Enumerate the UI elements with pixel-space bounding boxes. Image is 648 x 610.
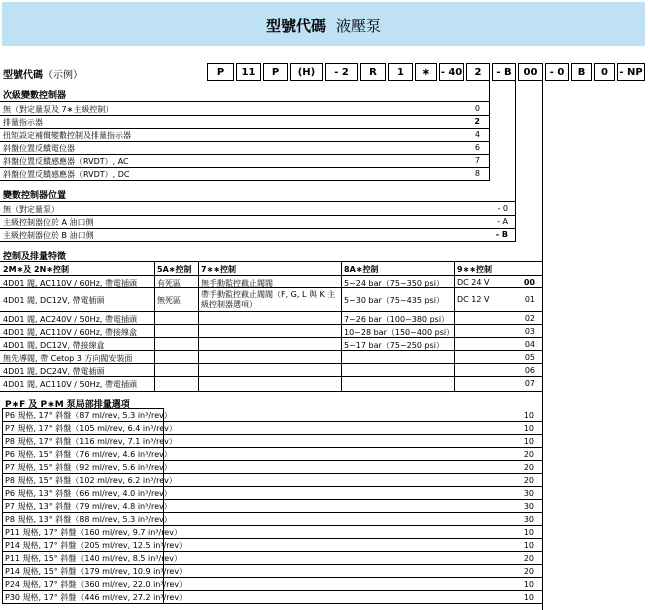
option-label: P8 規格, 15° 斜盤（102 ml/rev, 6.2 in³/rev） xyxy=(5,476,177,485)
option-code: 10 xyxy=(523,580,534,589)
column-header: 5A∗控制 xyxy=(157,265,192,274)
header-banner xyxy=(2,2,645,46)
table-cell: 無死區 xyxy=(157,296,181,305)
column-header: 7∗∗控制 xyxy=(201,265,236,274)
option-label: P24 規格, 17° 斜盤（360 ml/rev, 22.0 in³/rev） xyxy=(5,580,188,589)
option-label: 斜盤位置反饋電位器 xyxy=(3,144,75,153)
section-title: 控制及排量特徵 xyxy=(3,252,67,262)
code-part: P xyxy=(207,63,234,81)
option-label: 排量指示器 xyxy=(3,118,43,127)
option-code: 7 xyxy=(474,156,480,165)
option-label: P8 規格, 13° 斜盤（88 ml/rev, 5.3 in³/rev） xyxy=(5,515,172,524)
table-cell: 4D01 閥, AC110V / 60Hz, 帶電插頭 xyxy=(3,279,137,288)
table-cell: 4D01 閥, AC110V / 50Hz, 帶電插頭 xyxy=(3,380,137,389)
option-code: 07 xyxy=(524,379,535,388)
column-header: 9∗∗控制 xyxy=(457,265,492,274)
option-label: P6 規格, 17° 斜盤（87 ml/rev, 5.3 in³/rev） xyxy=(5,411,172,420)
option-code: 03 xyxy=(524,327,535,336)
option-label: P6 規格, 15° 斜盤（76 ml/rev, 4.6 in³/rev） xyxy=(5,450,172,459)
option-label: P11 規格, 15° 斜盤（140 ml/rev, 8.5 in³/rev） xyxy=(5,554,182,563)
code-part: - 40 xyxy=(439,63,464,81)
option-code: 30 xyxy=(523,489,534,498)
option-code: 05 xyxy=(524,353,535,362)
table-cell: 4D01 閥, AC240V / 50Hz, 帶電插頭 xyxy=(3,315,137,324)
table-cell: 7~26 bar（100~380 psi） xyxy=(344,315,450,324)
table-cell: 無先導閥, 帶 Cetop 3 方向閥安裝面 xyxy=(3,354,133,363)
code-part: - 2 xyxy=(325,63,358,81)
option-label: P14 規格, 17° 斜盤（205 ml/rev, 12.5 in³/rev） xyxy=(5,541,188,550)
table-cell: 有死區 xyxy=(157,279,181,288)
option-label: P6 規格, 13° 斜盤（66 ml/rev, 4.0 in³/rev） xyxy=(5,489,172,498)
option-code: 10 xyxy=(523,593,534,602)
option-label: 主級控制器位於 A 油口側 xyxy=(3,218,94,227)
table-cell: DC 24 V xyxy=(457,278,490,287)
code-part: 00 xyxy=(518,63,543,81)
option-code: 30 xyxy=(523,502,534,511)
code-part: R xyxy=(360,63,386,81)
option-label: 主級控制器位於 B 油口側 xyxy=(3,231,94,240)
code-part: 11 xyxy=(236,63,261,81)
table-cell: 4D01 閥, DC12V, 帶接線盒 xyxy=(3,341,105,350)
option-code: 10 xyxy=(523,528,534,537)
option-code: 02 xyxy=(524,314,535,323)
code-part: (H) xyxy=(290,63,323,81)
code-part: ∗ xyxy=(415,63,437,81)
option-code: 4 xyxy=(474,130,480,139)
model-code-row xyxy=(0,63,648,83)
code-part: 2 xyxy=(466,63,490,81)
option-code: 10 xyxy=(523,437,534,446)
section-title: 次級變數控制器 xyxy=(3,91,67,101)
option-code: 10 xyxy=(523,424,534,433)
code-label: 型號代碼（示例） xyxy=(3,70,83,81)
column-header: 8A∗控制 xyxy=(344,265,379,274)
table-cell: 4D01 閥, AC110V / 60Hz, 帶接線盒 xyxy=(3,328,137,337)
table-cell: 無手動監控截止閥閥 xyxy=(201,279,273,288)
option-code: 30 xyxy=(523,515,534,524)
option-label: P8 規格, 17° 斜盤（116 ml/rev, 7.1 in³/rev） xyxy=(5,437,177,446)
table-cell: 帶手動監控截止閥閥（F, G, L 與 K 主級控制器選項） xyxy=(201,290,336,309)
option-code: - 0 xyxy=(497,204,508,213)
page-title: 型號代碼 液壓泵 xyxy=(265,17,382,35)
table-cell: 5~30 bar（75~435 psi） xyxy=(344,296,444,305)
option-code: - B xyxy=(495,230,508,239)
option-label: 無（對定量泵及 7∗主級控制） xyxy=(3,105,114,114)
option-label: 斜盤位置反饋感應器（RVDT）, AC xyxy=(3,157,129,166)
code-part: 1 xyxy=(388,63,413,81)
option-code: 00 xyxy=(523,278,535,287)
option-label: 無（對定量泵） xyxy=(3,205,59,214)
option-code: 20 xyxy=(523,476,534,485)
code-part: - NP xyxy=(617,63,645,81)
table-cell: DC 12 V xyxy=(457,295,490,304)
table-cell: 5~17 bar（75~250 psi） xyxy=(344,341,444,350)
table-cell: 4D01 閥, DC24V, 帶電插頭 xyxy=(3,367,105,376)
table-cell: 5~24 bar（75~350 psi） xyxy=(344,279,444,288)
option-code: 10 xyxy=(523,411,534,420)
table-cell: 10~28 bar（150~400 psi） xyxy=(344,328,455,337)
option-code: 20 xyxy=(523,463,534,472)
option-label: 扭矩設定補償變數控制及排量指示器 xyxy=(3,131,131,140)
option-code: 10 xyxy=(523,541,534,550)
option-label: 斜盤位置反饋感應器（RVDT）, DC xyxy=(3,170,130,179)
code-part: B xyxy=(571,63,592,81)
code-part: 0 xyxy=(594,63,615,81)
code-part: P xyxy=(263,63,288,81)
option-code: 06 xyxy=(524,366,535,375)
section-title: P∗F 及 P∗M 泵局部排量選項 xyxy=(5,400,130,410)
option-label: P7 規格, 17° 斜盤（105 ml/rev, 6.4 in³/rev） xyxy=(5,424,177,433)
section-title: 變數控制器位置 xyxy=(3,191,67,201)
option-code: - A xyxy=(497,217,508,226)
option-code: 20 xyxy=(523,567,534,576)
column-header: 2M∗及 2N∗控制 xyxy=(3,265,69,274)
option-label: P11 規格, 17° 斜盤（160 ml/rev, 9.7 in³/rev） xyxy=(5,528,182,537)
option-code: 01 xyxy=(524,295,535,304)
code-part: - 0 xyxy=(545,63,569,81)
option-code: 8 xyxy=(474,169,480,178)
option-label: P7 規格, 13° 斜盤（79 ml/rev, 4.8 in³/rev） xyxy=(5,502,172,511)
option-label: P14 規格, 15° 斜盤（179 ml/rev, 10.9 in³/rev） xyxy=(5,567,188,576)
option-label: P7 規格, 15° 斜盤（92 ml/rev, 5.6 in³/rev） xyxy=(5,463,172,472)
option-code: 20 xyxy=(523,554,534,563)
option-code: 2 xyxy=(474,117,480,126)
option-code: 0 xyxy=(474,104,480,113)
option-label: P30 規格, 17° 斜盤（446 ml/rev, 27.2 in³/rev） xyxy=(5,593,188,602)
code-part: - B xyxy=(492,63,516,81)
option-code: 20 xyxy=(523,450,534,459)
option-code: 04 xyxy=(524,340,535,349)
option-code: 6 xyxy=(474,143,480,152)
table-cell: 4D01 閥, DC12V, 帶電插頭 xyxy=(3,296,105,305)
